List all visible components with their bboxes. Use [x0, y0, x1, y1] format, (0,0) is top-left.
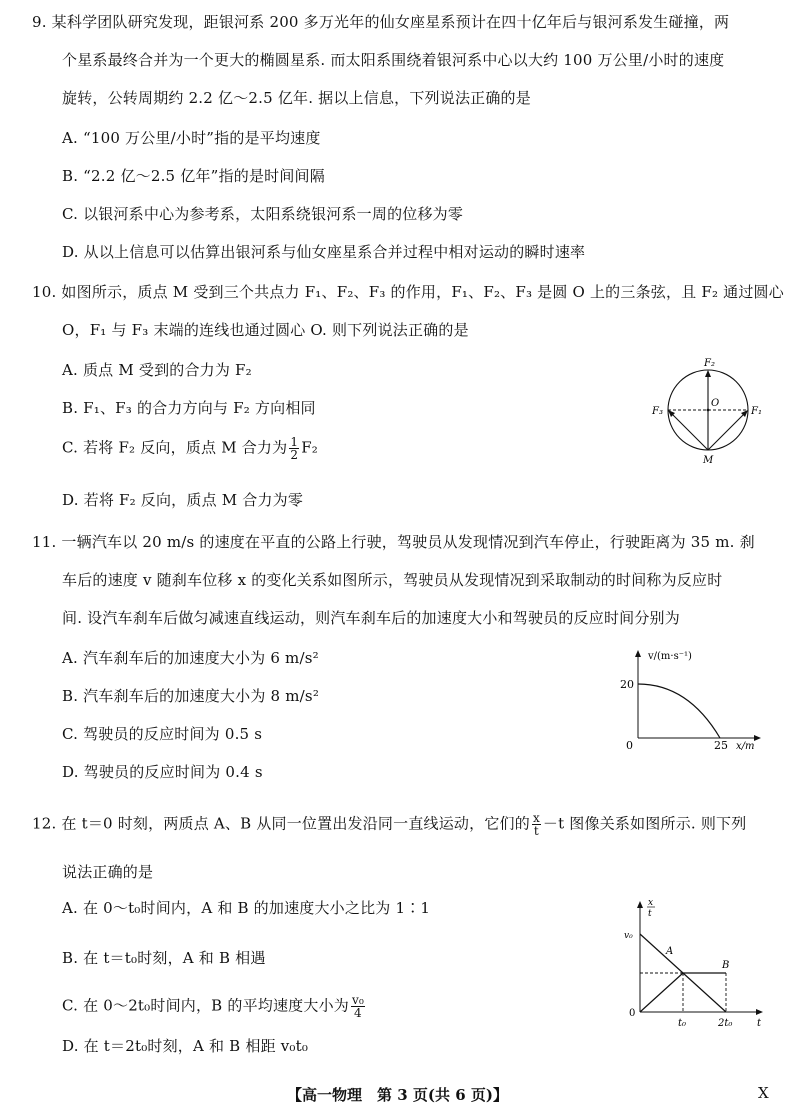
q10-stem-line2: O，F₁ 与 F₃ 末端的连线也通过圆心 O. 则下列说法正确的是 — [62, 321, 469, 339]
q10-option-b: B. F₁、F₃ 的合力方向与 F₂ 方向相同 — [62, 399, 316, 417]
y-axis-arrow — [635, 650, 641, 657]
line-b-rise — [640, 973, 683, 1012]
q12-stem-frac-num: x — [532, 811, 540, 825]
y-axis-label: v/(m·s⁻¹) — [648, 651, 692, 662]
q12-xt-t-graph — [620, 892, 770, 1037]
label-f2: F₂ — [704, 358, 715, 369]
q12-c-frac-den: 4 — [354, 1006, 362, 1020]
t-axis-arrow — [756, 1009, 763, 1015]
x-axis-label: x/m — [736, 741, 755, 752]
label-f3: F₃ — [652, 406, 663, 417]
q12-option-a: A. 在 0～t₀时间内，A 和 B 的加速度大小之比为 1∶1 — [62, 899, 431, 917]
q10-option-d: D. 若将 F₂ 反向，质点 M 合力为零 — [62, 491, 304, 509]
y-label-num: x — [648, 898, 654, 908]
q9-stem-line2: 个星系最终合并为一个更大的椭圆星系. 而太阳系围绕着银河系中心以大约 100 万公里/小时的速度 — [62, 51, 725, 69]
center-dot — [707, 409, 710, 412]
t-axis-label: t — [757, 1018, 762, 1029]
q11-option-c: C. 驾驶员的反应时间为 0.5 s — [62, 725, 263, 743]
q11-option-b: B. 汽车刹车后的加速度大小为 8 m/s² — [62, 687, 320, 705]
y-label-den: t — [648, 909, 652, 919]
velocity-curve — [638, 684, 720, 738]
q10-frac-num: 1 — [290, 435, 299, 449]
q10-option-c-text: C. 若将 F₂ 反向，质点 M 合力为 — [62, 438, 288, 457]
xt-axis-arrow — [637, 901, 643, 908]
q12-stem-line1 — [32, 812, 746, 837]
footer-mark: X — [758, 1084, 769, 1102]
origin-label: 0 — [626, 739, 633, 752]
q9-option-c: C. 以银河系中心为参考系，太阳系绕银河系一周的位移为零 — [62, 205, 464, 223]
q12-stem-line2: 说法正确的是 — [62, 863, 154, 881]
q11-option-a: A. 汽车刹车后的加速度大小为 6 m/s² — [62, 649, 319, 667]
q11-velocity-displacement-graph — [618, 645, 768, 755]
t2-label: 2t₀ — [718, 1018, 733, 1029]
label-m: M — [703, 455, 714, 466]
q10-stem-line1: 10. 如图所示，质点 M 受到三个共点力 F₁、F₂、F₃ 的作用，F₁、F₂、F₃ 是圆 O 上的三条弦，且 F₂ 通过圆心 — [32, 283, 784, 301]
q10-option-c — [62, 436, 318, 461]
q11-option-d: D. 驾驶员的反应时间为 0.4 s — [62, 763, 263, 781]
q12-option-c — [62, 994, 367, 1019]
f3-arrow — [669, 411, 708, 450]
q10-frac-den: 2 — [290, 448, 299, 462]
f2-arrowhead — [705, 370, 711, 377]
f1-arrow — [708, 411, 747, 450]
x-tick-25: 25 — [714, 739, 728, 752]
q9-option-b: B. “2.2 亿～2.5 亿年”指的是时间间隔 — [62, 167, 325, 185]
label-b: B — [722, 960, 730, 971]
origin-label: 0 — [629, 1008, 636, 1019]
q11-stem-line1: 11. 一辆汽车以 20 m/s 的速度在平直的公路上行驶，驾驶员从发现情况到汽车停止，行驶距离为 35 m. 刹 — [32, 533, 755, 551]
y-tick-20: 20 — [620, 678, 634, 691]
q9-option-d: D. 从以上信息可以估算出银河系与仙女座星系合并过程中相对运动的瞬时速率 — [62, 243, 586, 261]
label-o: O — [711, 398, 720, 409]
footer-page-info: 【高一物理 第 3 页(共 6 页)】 — [287, 1086, 508, 1104]
q9-stem-line3: 旋转，公转周期约 2.2 亿～2.5 亿年. 据以上信息，下列说法正确的是 — [62, 89, 531, 107]
label-a: A — [666, 946, 674, 957]
q12-option-c-text: C. 在 0～2t₀时间内，B 的平均速度大小为 — [62, 996, 349, 1015]
q10-force-circle-figure — [648, 355, 768, 470]
label-f1: F₁ — [751, 406, 762, 417]
q10-option-c-fraction — [289, 436, 299, 461]
q11-stem-line2: 车后的速度 v 随刹车位移 x 的变化关系如图所示，驾驶员从发现情况到采取制动的时间称为反应时 — [62, 571, 723, 589]
q9-option-a: A. “100 万公里/小时”指的是平均速度 — [62, 129, 321, 147]
q11-stem-line3: 间. 设汽车刹车后做匀减速直线运动，则汽车刹车后的加速度大小和驾驶员的反应时间分别为 — [62, 609, 680, 627]
q10-option-c-tail: F₂ — [301, 438, 319, 457]
q12-c-frac-num: v₀ — [351, 993, 364, 1007]
q12-stem-text: 12. 在 t＝0 时刻，两质点 A、B 从同一位置出发沿同一直线运动，它们的 — [32, 814, 530, 833]
q12-option-d: D. 在 t＝2t₀时刻，A 和 B 相距 v₀t₀ — [62, 1037, 309, 1055]
q10-option-a: A. 质点 M 受到的合力为 F₂ — [62, 361, 252, 379]
q12-stem-tail: －t 图像关系如图所示. 则下列 — [542, 814, 747, 833]
q12-option-c-fraction — [351, 994, 365, 1019]
x-axis-arrow — [754, 735, 761, 741]
q12-option-b: B. 在 t＝t₀时刻，A 和 B 相遇 — [62, 949, 266, 967]
t0-label: t₀ — [678, 1018, 687, 1029]
q12-stem-frac-den: t — [533, 824, 539, 838]
q9-stem-line1: 9. 某科学团队研究发现，距银河系 200 多万光年的仙女座星系预计在四十亿年后与银河系发生碰撞，两 — [32, 13, 730, 31]
v0-label: v₀ — [624, 931, 633, 941]
q12-stem-fraction — [532, 812, 541, 837]
